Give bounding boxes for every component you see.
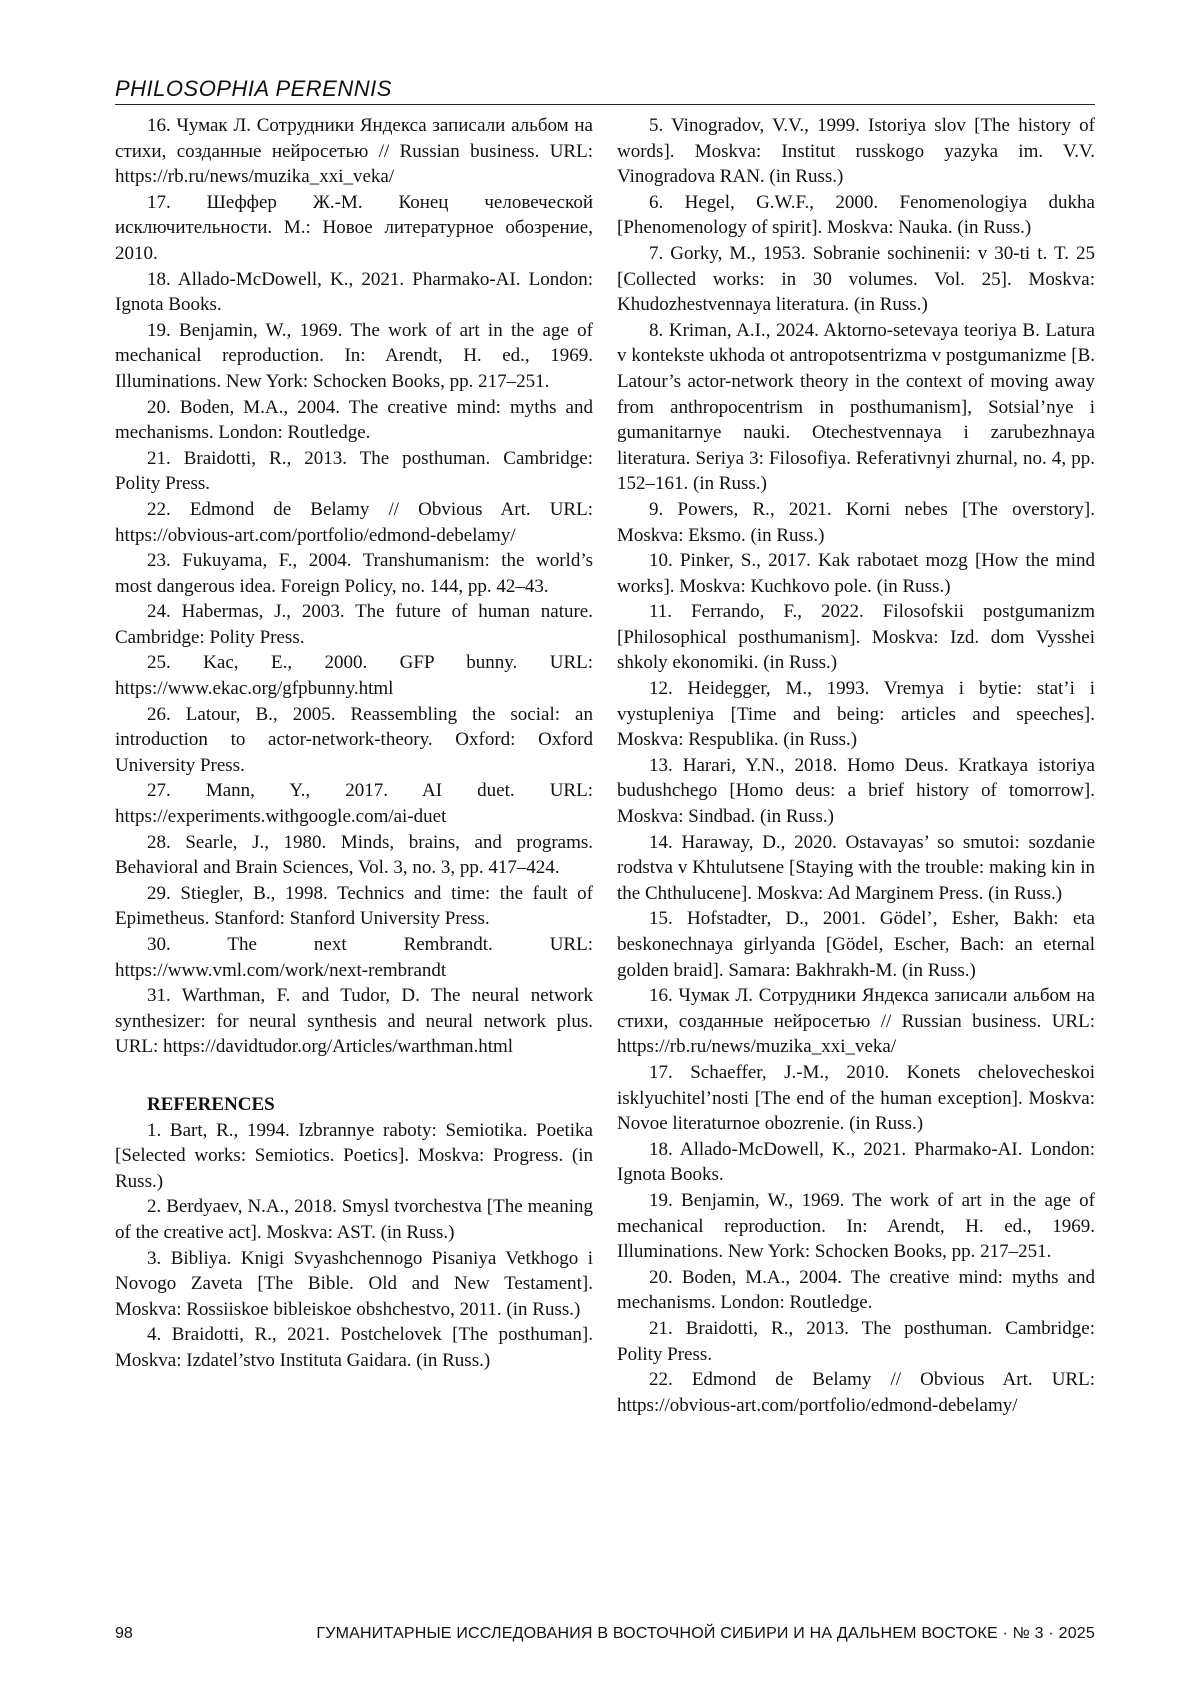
list-item: 30. The next Rembrandt. URL: https://www.vml.com/work/next-rembrandt xyxy=(115,934,593,981)
list-item: 3. Bibliya. Knigi Svyashchennogo Pisaniya Vetkhogo i Novogo Zaveta [The Bible. Old and New Testament]. Moskva: Rossiiskoe bibleiskoe obshchestvo, 2011. (in Russ.) xyxy=(115,1247,593,1320)
list-item: 21. Braidotti, R., 2013. The posthuman. Cambridge: Polity Press. xyxy=(115,447,593,495)
list-item: 21. Braidotti, R., 2013. The posthuman. Cambridge: Polity Press. xyxy=(617,1317,1095,1365)
list-item: 27. Mann, Y., 2017. AI duet. URL: https://experiments.withgoogle.com/ai-duet xyxy=(115,780,593,828)
list-item: 19. Benjamin, W., 1969. The work of art in the age of mechanical reproduction. In: Arendt, H. ed., 1969. Illuminations. New York: Schocken Books, pp. 217–251. xyxy=(115,319,593,392)
list-item: 1. Bart, R., 1994. Izbrannye raboty: Semiotika. Poetika [Selected works: Semiotics. Poetics]. Moskva: Progress. (in Russ.) xyxy=(115,1119,593,1192)
list-item: 20. Boden, M.A., 2004. The creative mind: myths and mechanisms. London: Routledge. xyxy=(617,1266,1095,1314)
header-rule xyxy=(115,104,1095,105)
right-column xyxy=(617,113,1095,1418)
list-item: 31. Warthman, F. and Tudor, D. The neural network synthesizer: for neural synthesis and neural network plus. URL: https://davidtudor.org/Articles/warthman.html xyxy=(115,985,593,1058)
running-head: PHILOSOPHIA PERENNIS xyxy=(115,76,392,101)
list-item: 15. Hofstadter, D., 2001. Gödel’, Esher, Bakh: eta beskonechnaya girlyanda [Gödel, Escher, Bach: an eternal golden braid]. Samara: Bakhrakh-M. (in Russ.) xyxy=(617,908,1095,981)
list-item: 22. Edmond de Belamy // Obvious Art. URL: https://obvious-art.com/portfolio/edmond-debelamy/ xyxy=(115,498,593,546)
page-footer xyxy=(115,1625,1095,1649)
list-item: 11. Ferrando, F., 2022. Filosofskii postgumanizm [Philosophical posthumanism]. Moskva: Izd. dom Vysshei shkoly ekonomiki. (in Russ.) xyxy=(617,601,1095,674)
list-item: 5. Vinogradov, V.V., 1999. Istoriya slov [The history of words]. Moskva: Institut russkogo yazyka im. V.V. Vinogradova RAN. (in Russ.) xyxy=(617,115,1095,188)
list-item: 18. Allado-McDowell, K., 2021. Pharmako-AI. London: Ignota Books. xyxy=(617,1138,1095,1186)
references-heading: REFERENCES xyxy=(147,1093,275,1115)
list-item: 19. Benjamin, W., 1969. The work of art in the age of mechanical reproduction. In: Arendt, H. ed., 1969. Illuminations. New York: Schocken Books, pp. 217–251. xyxy=(617,1189,1095,1263)
list-item: 9. Powers, R., 2021. Korni nebes [The overstory]. Moskva: Eksmo. (in Russ.) xyxy=(617,498,1095,546)
list-item: 10. Pinker, S., 2017. Kak rabotaet mozg [How the mind works]. Moskva: Kuchkovo pole. (in Russ.) xyxy=(617,550,1095,597)
list-item: 17. Schaeffer, J.-M., 2010. Konets chelovecheskoi isklyuchitel’nosti [The end of the human exception]. Moskva: Novoe literaturnoe obozrenie. (in Russ.) xyxy=(617,1061,1095,1135)
list-item: 26. Latour, B., 2005. Reassembling the social: an introduction to actor-network-theory. Oxford: Oxford University Press. xyxy=(115,703,593,776)
list-item: 8. Kriman, A.I., 2024. Aktorno-setevaya teoriya B. Latura v kontekste ukhoda ot antropotsentrizma v postgumanizme [B. Latour’s actor-network theory in the context of moving away from anthropocentrism in posthumanism], Sotsial’nye i gumanitarnye nauki. Otechestvennaya i zarubezhnaya literatura. Seriya 3: Filosofiya. Referativnyi zhurnal, no. 4, pp. 152–161. (in Russ.) xyxy=(617,319,1095,495)
list-item: 16. Чумак Л. Сотрудники Яндекса записали альбом на стихи, созданные нейросетью // Russian business. URL: https://rb.ru/news/muzika_xxi_veka/ xyxy=(115,115,593,188)
left-column xyxy=(115,113,593,1374)
list-item: 14. Haraway, D., 2020. Ostavayas’ so smutoi: sozdanie rodstva v Khtulutsene [Staying with the trouble: making kin in the Chthulucene]. Moskva: Ad Marginem Press. (in Russ.) xyxy=(617,831,1095,904)
list-item: 24. Habermas, J., 2003. The future of human nature. Cambridge: Polity Press. xyxy=(115,601,593,648)
list-item: 6. Hegel, G.W.F., 2000. Fenomenologiya dukha [Phenomenology of spirit]. Moskva: Nauka. (in Russ.) xyxy=(617,191,1095,239)
list-item: 20. Boden, M.A., 2004. The creative mind: myths and mechanisms. London: Routledge. xyxy=(115,396,593,444)
list-item: 18. Allado-McDowell, K., 2021. Pharmako-AI. London: Ignota Books. xyxy=(115,268,593,316)
list-item: 13. Harari, Y.N., 2018. Homo Deus. Kratkaya istoriya budushchego [Homo deus: a brief history of tomorrow]. Moskva: Sindbad. (in Russ.) xyxy=(617,754,1095,828)
list-item: 22. Edmond de Belamy // Obvious Art. URL: https://obvious-art.com/portfolio/edmond-debelamy/ xyxy=(617,1369,1095,1416)
list-item: 16. Чумак Л. Сотрудники Яндекса записали альбом на стихи, созданные нейросетью // Russian business. URL: https://rb.ru/news/muzika_xxi_veka/ xyxy=(617,985,1095,1058)
list-item: 23. Fukuyama, F., 2004. Transhumanism: the world’s most dangerous idea. Foreign Policy, no. 144, pp. 42–43. xyxy=(115,550,593,597)
list-item: 2. Berdyaev, N.A., 2018. Smysl tvorchestva [The meaning of the creative act]. Moskva: AST. (in Russ.) xyxy=(115,1196,593,1243)
page-number: 98 xyxy=(115,1625,133,1642)
list-item: 4. Braidotti, R., 2021. Postchelovek [The posthuman]. Moskva: Izdatel’stvo Instituta Gaidara. (in Russ.) xyxy=(115,1324,593,1371)
list-item: 17. Шеффер Ж.-М. Конец человеческой исключительности. М.: Новое литературное обозрение, 2010. xyxy=(115,191,593,264)
journal-title: ГУМАНИТАРНЫЕ ИССЛЕДОВАНИЯ В ВОСТОЧНОЙ СИБИРИ И НА ДАЛЬНЕМ ВОСТОКЕ · № 3 · 2025 xyxy=(316,1625,1095,1642)
list-item: 25. Kac, E., 2000. GFP bunny. URL: https://www.ekac.org/gfpbunny.html xyxy=(115,652,593,700)
list-item: 7. Gorky, M., 1953. Sobranie sochinenii: v 30-ti t. T. 25 [Collected works: in 30 volumes. Vol. 25]. Moskva: Khudozhestvennaya literatura. (in Russ.) xyxy=(617,242,1095,316)
list-item: 29. Stiegler, B., 1998. Technics and time: the fault of Epimetheus. Stanford: Stanford University Press. xyxy=(115,882,593,930)
list-item: 28. Searle, J., 1980. Minds, brains, and programs. Behavioral and Brain Sciences, Vol. 3, no. 3, pp. 417–424. xyxy=(115,831,593,879)
list-item: 12. Heidegger, M., 1993. Vremya i bytie: stat’i i vystupleniya [Time and being: articles and speeches]. Moskva: Respublika. (in Russ.) xyxy=(617,678,1095,751)
